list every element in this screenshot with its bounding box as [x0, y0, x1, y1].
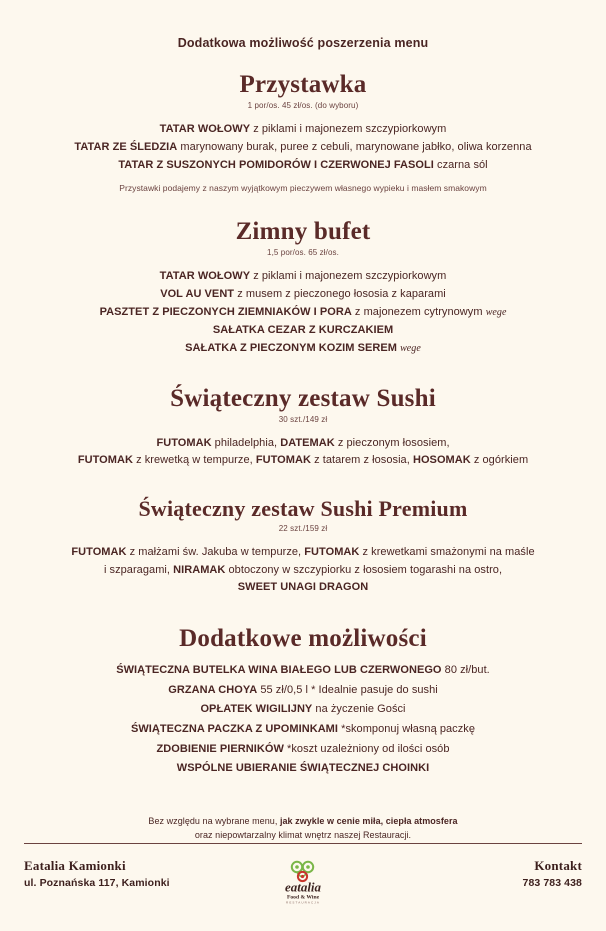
section-subtitle: 22 szt./159 zł [278, 523, 328, 533]
menu-item-name: FUTOMAK [304, 545, 360, 558]
menu-item-name: DATEMAK [280, 436, 335, 449]
section-zimny-bufet [24, 218, 582, 357]
section-items [24, 121, 582, 174]
footer-venue [24, 858, 270, 889]
menu-item-desc: marynowany burak, puree z cebuli, marynowane jabłko, oliwa korzenna [177, 140, 532, 153]
menu-item-name: FUTOMAK [71, 545, 127, 558]
section-items [24, 435, 582, 471]
menu-item-desc: czarna sól [433, 158, 488, 171]
menu-item [24, 759, 582, 779]
menu-item-desc: *koszt uzależniony od ilości osób [283, 742, 450, 755]
menu-item-desc: z piklami i majonezem szczypiorkowym [250, 123, 447, 135]
section-subtitle: 1,5 por/os. 65 zł/os. [267, 248, 339, 258]
eatalia-logo-icon [270, 859, 336, 905]
menu-item [24, 435, 582, 453]
section-title: Świąteczny zestaw Sushi Premium [138, 496, 468, 522]
menu-item [24, 340, 582, 358]
menu-item-desc: *skomponuj własną paczkę [338, 722, 476, 735]
menu-item-desc: 55 zł/0,5 l * Idealnie pasuje do sushi [257, 683, 438, 696]
menu-item-name: NIRAMAK [173, 563, 226, 576]
venue-address: ul. Poznańska 117, Kamionki [24, 877, 170, 890]
menu-item-name: SWEET UNAGI DRAGON [237, 581, 369, 594]
menu-item-desc: z piklami i majonezem szczypiorkowym [250, 270, 447, 283]
menu-item [24, 700, 582, 720]
menu-item [24, 544, 582, 562]
section-items [24, 544, 582, 597]
menu-item [24, 562, 582, 580]
menu-item-name: TATAR Z SUSZONYCH POMIDORÓW I CZERWONEJ FASOLI [118, 158, 434, 171]
footer-divider [24, 843, 582, 845]
menu-item-desc: 80 zł/but. [441, 664, 490, 677]
menu-item [24, 322, 582, 340]
closing-note [24, 815, 582, 843]
section-title: Dodatkowe możliwości [179, 625, 427, 653]
menu-item-desc: z musem z pieczonego łososia z kaparami [234, 288, 446, 301]
contact-label: Kontakt [534, 858, 582, 874]
menu-item-name: HOSOMAK [412, 454, 471, 467]
menu-item-name: ŚWIĄTECZNA PACZKA Z UPOMINKAMI [130, 722, 339, 735]
section-title: Świąteczny zestaw Sushi [170, 384, 436, 412]
section-items [24, 268, 582, 357]
menu-item-name: TATAR WOŁOWY [159, 270, 251, 283]
menu-item [24, 286, 582, 304]
menu-item-name: ZDOBIENIE PIERNIKÓW [156, 742, 284, 755]
menu-item-name: FUTOMAK [156, 436, 212, 449]
menu-item-name: GRZANA CHOYA [168, 683, 258, 696]
menu-item [24, 661, 582, 681]
section-subtitle: 30 szt./149 zł [278, 414, 328, 424]
menu-item-name: SAŁATKA CEZAR Z KURCZAKIEM [212, 323, 394, 336]
menu-item-name: TATAR WOŁOWY [159, 123, 251, 135]
menu-item-desc: z tatarem z łososia, [310, 454, 413, 467]
menu-intro-line: Dodatkowa możliwość poszerzenia menu [177, 36, 429, 50]
menu-item-name: PASZTET Z PIECZONYCH ZIEMNIAKÓW I PORA [99, 306, 352, 319]
section-sushi-premium [24, 497, 582, 597]
menu-item [24, 740, 582, 760]
menu-item-name: ŚWIĄTECZNA BUTELKA WINA BIAŁEGO LUB CZERWONEGO [116, 664, 442, 677]
menu-item-desc: z krewetką w tempurze, [132, 454, 256, 467]
logo-tagline: Food & Wine [286, 894, 320, 901]
section-title: Przystawka [239, 71, 367, 98]
section-title: Zimny bufet [235, 218, 371, 246]
logo-wordmark: eatalia [284, 879, 322, 895]
menu-item-name: WSPÓLNE UBIERANIE ŚWIĄTECZNEJ CHOINKI [176, 762, 430, 775]
menu-item-name: FUTOMAK [255, 454, 311, 467]
menu-item-desc: z pieczonym łososiem, [334, 436, 450, 449]
section-przystawka [24, 71, 582, 193]
menu-item-name: TATAR ZE ŚLEDZIA [74, 140, 178, 153]
menu-item-desc: z krewetkami smażonymi na maśle [359, 545, 535, 558]
menu-item [24, 681, 582, 701]
menu-item-tag-wege: wege [400, 342, 421, 354]
footer-contact [336, 858, 582, 889]
menu-item [24, 268, 582, 286]
section-sushi [24, 385, 582, 471]
menu-item [24, 121, 582, 139]
closing-line-2: oraz niepowtarzalny klimat wnętrz naszej Restauracji. [194, 829, 412, 840]
footer [24, 843, 582, 931]
menu-item-desc: z małżami św. Jakuba w tempurze, [126, 545, 305, 558]
menu-item-name: OPŁATEK WIGILIJNY [200, 703, 313, 716]
menu-item-desc: obtoczony w szczypiorku z łososiem togarashi na ostro, [225, 563, 503, 576]
closing-line-1: Bez względu na wybrane menu, jak zwykle w cenie miła, ciepła atmosfera [148, 815, 458, 826]
menu-item [24, 304, 582, 322]
menu-item [24, 139, 582, 157]
section-subtitle: 1 por/os. 45 zł/os. (do wyboru) [247, 101, 359, 110]
menu-item-name: VOL AU VENT [160, 288, 235, 301]
menu-item-desc: z majonezem cytrynowym [351, 306, 486, 319]
contact-phone[interactable]: 783 783 438 [522, 877, 582, 890]
section-items [24, 661, 582, 778]
menu-item-desc: philadelphia, [211, 436, 281, 449]
menu-item [24, 157, 582, 175]
menu-item [24, 579, 582, 597]
brand-logo [270, 858, 336, 905]
section-note: Przystawki podajemy z naszym wyjątkowym pieczywem własnego wypieku i masłem smakowym [119, 183, 487, 194]
menu-item [24, 452, 582, 470]
venue-name: Eatalia Kamionki [24, 858, 126, 874]
menu-item-desc: i szparagami, [103, 563, 174, 576]
logo-subtagline: RESTAURACJA [286, 900, 320, 905]
section-dodatkowe-mozliwosci [24, 625, 582, 778]
menu-item-desc: na życzenie Gości [312, 703, 406, 716]
menu-item-tag-wege: wege [485, 307, 507, 319]
menu-item-desc: z ogórkiem [470, 454, 529, 467]
menu-item-name: FUTOMAK [77, 454, 133, 467]
menu-item [24, 720, 582, 740]
menu-item-name: SAŁATKA Z PIECZONYM KOZIM SEREM [185, 341, 397, 354]
